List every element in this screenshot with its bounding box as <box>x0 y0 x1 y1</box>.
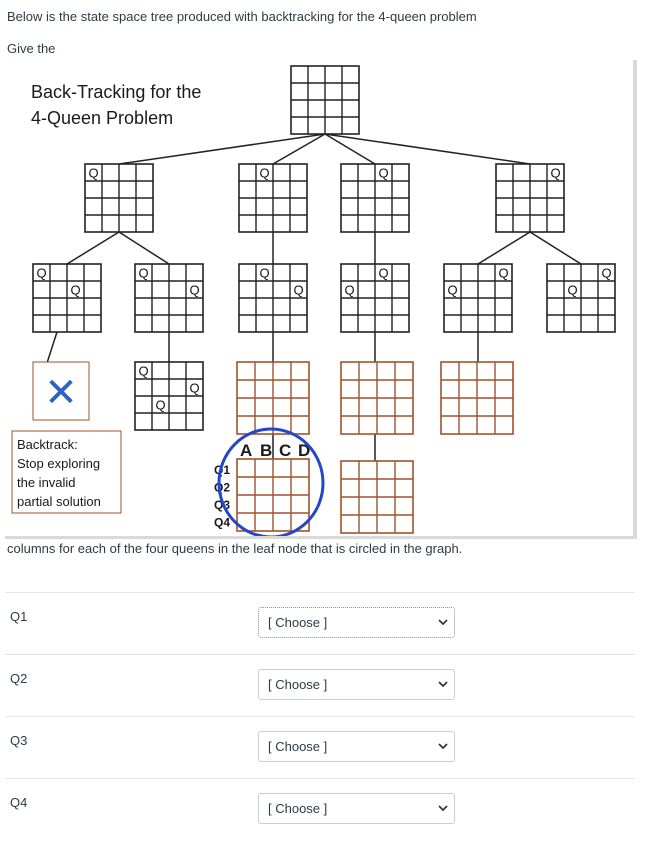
tree-edge <box>47 332 57 363</box>
queen-marker: Q <box>189 380 200 396</box>
question-line-1: Below is the state space tree produced with backtracking for the 4-queen problem <box>7 9 477 24</box>
x-mark-icon: ✕ <box>44 371 78 415</box>
queen-marker: Q <box>344 282 355 298</box>
state-space-tree-figure <box>5 60 635 538</box>
queen-marker: Q <box>447 282 458 298</box>
queen-marker: Q <box>498 265 509 281</box>
tree-edge <box>478 232 530 264</box>
queen-marker: Q <box>138 265 149 281</box>
tree-edge <box>119 232 169 264</box>
queen-marker: Q <box>88 165 99 181</box>
q1-select-value: [ Choose ] <box>268 615 328 630</box>
row-label-q1: Q1 <box>214 463 231 477</box>
tree-edge <box>530 232 581 264</box>
root-board <box>291 66 359 134</box>
column-letter-c: C <box>279 441 292 460</box>
chevron-down-icon <box>436 677 450 691</box>
queen-marker: Q <box>259 265 270 281</box>
tree-edge <box>325 134 530 164</box>
queen-marker: Q <box>567 282 578 298</box>
queen-marker: Q <box>189 282 200 298</box>
level2-board-3 <box>239 264 307 332</box>
state-space-tree <box>5 60 635 538</box>
level1-board-2 <box>239 164 307 232</box>
level2-board-5 <box>444 264 512 332</box>
level2-board-4 <box>341 264 409 332</box>
row-divider <box>5 716 635 717</box>
row-divider <box>5 654 635 655</box>
level3-board-brown-1 <box>237 362 309 434</box>
question-line-3: columns for each of the four queens in the leaf node that is circled in the graph. <box>7 541 463 556</box>
figure-shadow-bottom <box>5 536 637 539</box>
queen-marker: Q <box>293 282 304 298</box>
chevron-down-icon <box>436 615 450 629</box>
chevron-down-icon <box>436 739 450 753</box>
level4-board-2 <box>341 461 413 533</box>
level1-board-4 <box>496 164 564 232</box>
queen-marker: Q <box>378 265 389 281</box>
q4-select-value: [ Choose ] <box>268 801 328 816</box>
backtrack-text-line: Backtrack: <box>17 437 78 452</box>
q1-select[interactable] <box>258 607 455 638</box>
q3-select-value: [ Choose ] <box>268 739 328 754</box>
tree-edge <box>325 134 375 164</box>
backtrack-text-line: partial solution <box>17 494 101 509</box>
level2-board-6 <box>547 264 615 332</box>
column-letter-a: A <box>240 441 253 460</box>
chevron-down-icon <box>436 801 450 815</box>
answer-label-q1: Q1 <box>10 609 28 624</box>
level4-board-circled <box>237 459 309 531</box>
level2-board-2 <box>135 264 203 332</box>
tree-edge <box>67 232 119 264</box>
queen-marker: Q <box>259 165 270 181</box>
level3-board-brown-2 <box>341 362 413 434</box>
level2-board-1 <box>33 264 101 332</box>
q2-select-value: [ Choose ] <box>268 677 328 692</box>
column-letter-b: B <box>260 441 273 460</box>
figure-title-line-2: 4-Queen Problem <box>31 108 174 128</box>
queen-marker: Q <box>155 397 166 413</box>
level3-board-brown-3 <box>441 362 513 434</box>
row-label-q3: Q3 <box>214 498 231 512</box>
q4-select[interactable] <box>258 793 455 824</box>
level1-board-1 <box>85 164 153 232</box>
queen-marker: Q <box>36 265 47 281</box>
queen-marker: Q <box>378 165 389 181</box>
row-label-q2: Q2 <box>214 480 231 495</box>
backtrack-text-line: Stop exploring <box>17 456 101 471</box>
queen-marker: Q <box>138 363 149 379</box>
answer-label-q3: Q3 <box>10 733 28 748</box>
q2-select[interactable] <box>258 669 455 700</box>
column-letter-d: D <box>298 441 311 460</box>
row-divider <box>5 592 635 593</box>
row-divider <box>5 778 635 779</box>
figure-shadow-right <box>633 60 637 538</box>
queen-marker: Q <box>550 165 561 181</box>
answer-label-q4: Q4 <box>10 795 28 810</box>
queen-marker: Q <box>70 282 81 298</box>
question-line-2: Give the <box>7 41 56 56</box>
backtrack-text-line: the invalid <box>17 475 76 490</box>
level1-board-3 <box>341 164 409 232</box>
queen-marker: Q <box>601 265 612 281</box>
answer-label-q2: Q2 <box>10 671 28 686</box>
row-label-q4: Q4 <box>214 515 231 530</box>
q3-select[interactable] <box>258 731 455 762</box>
figure-title-line-1: Back-Tracking for the <box>31 82 202 102</box>
tree-edge <box>119 134 325 164</box>
level3-board-dead-end <box>135 362 203 430</box>
